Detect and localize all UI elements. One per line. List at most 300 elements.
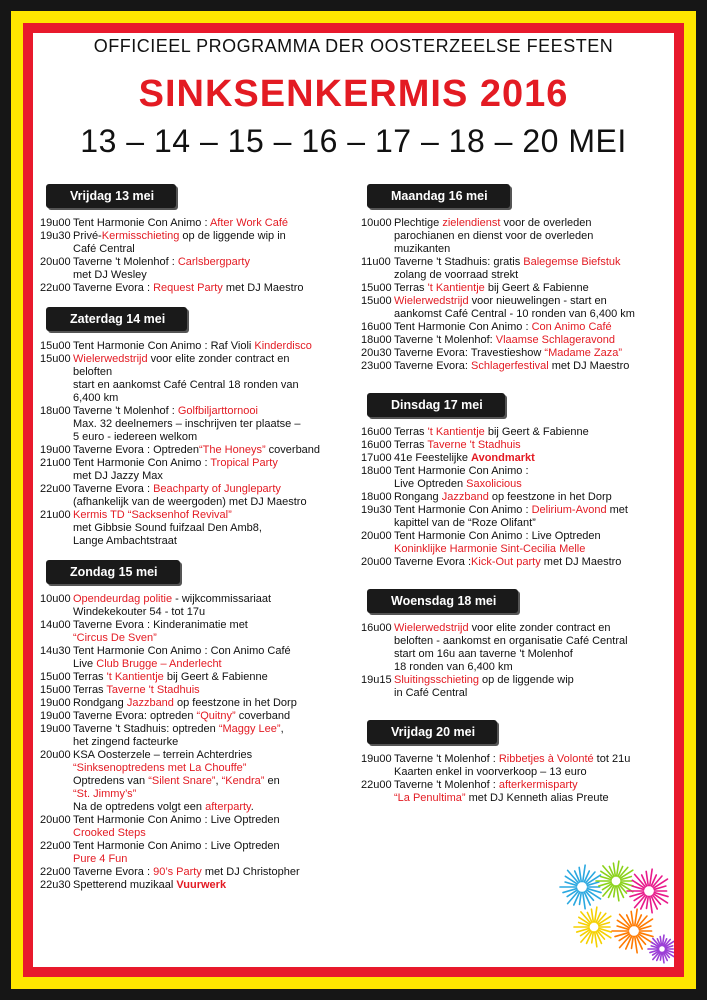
event-time: 22u00 (40, 282, 71, 294)
event-text-part: met DJ Christopher (201, 866, 300, 878)
event-text-part: Taverne 't Stadhuis (427, 439, 521, 451)
event-time: 11u00 (361, 256, 391, 268)
event-description (394, 465, 673, 491)
day-banner: Vrijdag 20 mei (367, 720, 497, 744)
event-description (73, 684, 352, 697)
day-section (40, 184, 352, 295)
event-time: 23u00 (361, 360, 392, 372)
event-text-part: Na de optredens volgt een (73, 801, 206, 813)
event-text-part: Kermis TD “Sacksenhof Revival” (73, 509, 232, 521)
event-text-part: Vlaamse Schlageravond (495, 334, 616, 346)
event-text-part: Taverne 't Molenhof : (394, 779, 499, 791)
event-text-part: Delirium-Avond (531, 504, 607, 516)
event-detail-line: (afhankelijk van de weergoden) met DJ Maestro (73, 496, 307, 508)
event-text-part: Wielerwedstrijd (73, 353, 148, 365)
event-description (73, 814, 352, 840)
event-row (361, 217, 673, 256)
event-text-part: Spetterend muzikaal (73, 879, 177, 891)
event-row (361, 530, 673, 556)
event-text-part: voor elite zonder contract en (468, 622, 611, 634)
event-text-part: Request Party (153, 282, 223, 294)
event-row (361, 321, 673, 334)
event-time: 20u00 (40, 749, 71, 761)
event-description (394, 360, 673, 373)
event-text-part: Avondmarkt (471, 452, 535, 464)
event-description (73, 619, 352, 645)
event-text-part: bij Geert & Fabienne (484, 282, 589, 294)
event-time: 19u00 (40, 697, 71, 709)
event-time: 16u00 (361, 439, 392, 451)
event-text-part: bij Geert & Fabienne (484, 426, 589, 438)
event-text-part: voor de overleden (500, 217, 592, 229)
event-text-part: Tent Harmonie Con Animo : (73, 457, 211, 469)
event-row (40, 405, 352, 444)
event-detail-line: het zingend facteurke (73, 736, 179, 748)
event-row (40, 444, 352, 457)
event-row (361, 674, 673, 700)
event-row (40, 256, 352, 282)
event-text-part: Taverne Evora : (73, 866, 154, 878)
event-description (73, 749, 352, 814)
event-text-part: Taverne 't Molenhof : (73, 256, 178, 268)
event-detail-line (73, 853, 352, 866)
event-time: 19u15 (361, 674, 392, 686)
event-time: 15u00 (40, 340, 71, 352)
event-time: 14u30 (40, 645, 71, 657)
event-text-part: Jazzband (126, 697, 174, 709)
event-text-part: met DJ Maestro (540, 556, 622, 568)
day-section (361, 589, 673, 700)
event-description (73, 282, 352, 295)
event-time: 19u00 (361, 753, 392, 765)
event-row (40, 697, 352, 710)
event-text-part: Taverne 't Stadhuis: gratis (394, 256, 524, 268)
event-row (40, 230, 352, 256)
event-text-part: After Work Café (209, 217, 289, 229)
event-time: 19u30 (361, 504, 392, 516)
event-time: 20u00 (361, 530, 392, 542)
event-row (40, 671, 352, 684)
event-detail-line: 18 ronden van 6,400 km (394, 661, 513, 673)
event-time: 21u00 (40, 457, 71, 469)
event-time: 22u30 (40, 879, 71, 891)
event-text-part: Rongang (394, 491, 442, 503)
event-row (40, 749, 352, 814)
event-time: 19u00 (40, 444, 71, 456)
event-detail-line (394, 792, 673, 805)
event-description (73, 217, 352, 230)
event-row (361, 452, 673, 465)
event-text-part: Taverne Evora : (394, 556, 472, 568)
event-detail-line: aankomst Café Central - 10 ronden van 6,400 km (394, 308, 635, 320)
event-detail-line: Café Central (73, 243, 135, 255)
poster-paper (33, 33, 674, 967)
event-row (40, 840, 352, 866)
event-row (40, 866, 352, 879)
day-section (361, 393, 673, 569)
event-description (73, 457, 352, 483)
event-description (73, 645, 352, 671)
poster-title: SINKSENKERMIS 2016 (138, 73, 569, 115)
event-text-part: Balegemse Biefstuk (523, 256, 621, 268)
event-time: 20u00 (40, 256, 71, 268)
event-text-part: Taverne 't Stadhuis: optreden (73, 723, 219, 735)
event-text-part: Tent Harmonie Con Animo : (394, 465, 529, 477)
event-time: 20u30 (361, 347, 392, 359)
event-text-part: Taverne 't Molenhof: (394, 334, 496, 346)
event-row (361, 360, 673, 373)
day-banner: Maandag 16 mei (367, 184, 510, 208)
event-description (73, 723, 352, 749)
event-time: 18u00 (40, 405, 71, 417)
event-time: 22u00 (361, 779, 392, 791)
event-text-part: Wielerwedstrijd (394, 622, 469, 634)
event-text-part: Live (73, 658, 97, 670)
event-detail-line: zolang de voorraad strekt (394, 269, 519, 281)
event-text-part: Plechtige (394, 217, 443, 229)
event-text-part: op feestzone in het Dorp (173, 697, 297, 709)
event-description (73, 671, 352, 684)
event-text-part: met DJ Maestro (222, 282, 304, 294)
event-text-part: “Kendra” (221, 775, 265, 787)
event-text-part: Taverne Evora: Travestieshow (394, 347, 545, 359)
event-text-part: Tent Harmonie Con Animo : Live Optreden (394, 530, 601, 542)
event-row (361, 256, 673, 282)
event-description (394, 347, 673, 360)
event-text-part: Tent Harmonie Con Animo : (394, 504, 532, 516)
event-description (394, 504, 673, 530)
event-text-part: Terras (394, 426, 428, 438)
event-text-part: Tropical Party (210, 457, 278, 469)
event-detail-line: Max. 32 deelnemers – inschrijven ter plaatse – (73, 418, 301, 430)
event-text-part: Schlagerfestival (471, 360, 549, 372)
event-text-part: afterkermisparty (498, 779, 578, 791)
event-row (40, 723, 352, 749)
event-row (40, 710, 352, 723)
event-time: 22u00 (40, 483, 71, 495)
event-text-part: Optredens van (73, 775, 149, 787)
event-time: 15u00 (40, 353, 71, 365)
event-text-part: met DJ Kenneth alias Preute (465, 792, 609, 804)
day-banner: Zondag 15 mei (46, 560, 180, 584)
event-description (73, 840, 352, 866)
event-description (73, 697, 352, 710)
event-row (40, 340, 352, 353)
event-detail-line (73, 762, 352, 775)
event-text-part: Taverne Evora: optreden (73, 710, 197, 722)
event-text-part: “Quitny” (196, 710, 236, 722)
event-detail-line (394, 543, 673, 556)
event-text-part: Saxolicious (466, 478, 522, 490)
event-time: 20u00 (40, 814, 71, 826)
event-text-part: Tent Harmonie Con Animo : Raf Violi (73, 340, 255, 352)
event-text-part: coverband (235, 710, 291, 722)
event-detail-line: start om 16u aan taverne 't Molenhof (394, 648, 573, 660)
event-text-part: Tent Harmonie Con Animo : (394, 321, 532, 333)
event-detail-line: Windekekouter 54 - tot 17u (73, 606, 206, 618)
event-description (73, 509, 352, 548)
event-description (394, 295, 673, 321)
day-section (40, 560, 352, 892)
event-description (394, 426, 673, 439)
event-time: 19u00 (40, 217, 71, 229)
event-description (394, 491, 673, 504)
event-text-part: op feestzone in het Dorp (488, 491, 612, 503)
event-text-part: Kick-Out party (471, 556, 541, 568)
event-text-part: Sluitingsschieting (394, 674, 479, 686)
event-text-part: “Madame Zaza” (544, 347, 623, 359)
day-section (361, 184, 673, 373)
event-text-part: bij Geert & Fabienne (163, 671, 268, 683)
event-time: 18u00 (361, 334, 392, 346)
event-row (361, 556, 673, 569)
event-detail-line: parochianen en dienst voor de overleden (394, 230, 594, 242)
event-text-part: Beachparty of Jungleparty (153, 483, 281, 495)
event-text-part: Taverne 't Stadhuis (106, 684, 200, 696)
event-text-part: Live Optreden (394, 478, 467, 490)
event-row (361, 295, 673, 321)
event-text-part: voor elite zonder contract en (147, 353, 290, 365)
event-text-part: Club Brugge – Anderlecht (96, 658, 222, 670)
event-description (73, 256, 352, 282)
event-text-part: 41e Feestelijke (394, 452, 472, 464)
event-text-part: “Sinksenoptredens met La Chouffe” (73, 762, 247, 774)
event-text-part: “The Honeys” (198, 444, 266, 456)
event-text-part: Jazzband (441, 491, 489, 503)
event-text-part: , (280, 723, 284, 735)
event-text-part: Terras (394, 439, 428, 451)
event-time: 15u00 (40, 684, 71, 696)
event-row (361, 347, 673, 360)
event-description (394, 282, 673, 295)
event-row (40, 509, 352, 548)
event-detail-line: Lange Ambachtstraat (73, 535, 177, 547)
event-row (40, 645, 352, 671)
event-text-part: voor nieuwelingen - start en (468, 295, 607, 307)
event-description (73, 405, 352, 444)
event-time: 16u00 (361, 622, 392, 634)
event-description (73, 879, 352, 892)
event-row (361, 465, 673, 491)
event-row (361, 491, 673, 504)
event-description (394, 779, 673, 805)
event-detail-line (73, 788, 352, 801)
event-description (394, 256, 673, 282)
event-text-part: 't Kantientje (106, 671, 164, 683)
event-row (40, 814, 352, 840)
event-time: 19u00 (40, 710, 71, 722)
event-text-part: Opendeurdag politie (73, 593, 173, 605)
event-text-part: Vuurwerk (176, 879, 227, 891)
event-detail-line: met Gibbsie Sound fuifzaal Den Amb8, (73, 522, 262, 534)
event-text-part: Tent Harmonie Con Animo : Live Optreden (73, 840, 280, 852)
event-detail-line: beloften (73, 366, 113, 378)
event-detail-line (73, 775, 352, 788)
event-detail-line: start en aankomst Café Central 18 ronden van (73, 379, 299, 391)
day-banner: Woensdag 18 mei (367, 589, 518, 613)
event-text-part: 't Kantientje (427, 282, 485, 294)
day-banner: Dinsdag 17 mei (367, 393, 505, 417)
event-text-part: met (606, 504, 628, 516)
event-row (40, 879, 352, 892)
event-text-part: “Circus De Sven” (73, 632, 157, 644)
event-detail-line (394, 478, 673, 491)
event-detail-line: 5 euro - iedereen welkom (73, 431, 198, 443)
event-row (40, 457, 352, 483)
event-time: 15u00 (40, 671, 71, 683)
event-time: 10u00 (40, 593, 71, 605)
event-text-part: Golfbiljarttornooi (177, 405, 258, 417)
event-detail-line (73, 801, 352, 814)
event-text-part: Rondgang (73, 697, 127, 709)
event-text-part: Terras (394, 282, 428, 294)
event-row (40, 353, 352, 405)
event-text-part: Kinderdisco (254, 340, 312, 352)
event-text-part: Crooked Steps (73, 827, 146, 839)
event-text-part: “Silent Snare” (148, 775, 216, 787)
event-detail-line: muzikanten (394, 243, 451, 255)
day-banner: Zaterdag 14 mei (46, 307, 187, 331)
event-detail-line (73, 632, 352, 645)
fireworks-icon (554, 857, 674, 967)
right-column (361, 184, 673, 825)
event-text-part: . (250, 801, 254, 813)
event-description (394, 530, 673, 556)
event-row (40, 684, 352, 697)
event-row (361, 439, 673, 452)
event-row (361, 504, 673, 530)
poster-subtitle: OFFICIEEL PROGRAMMA DER OOSTERZEELSE FEESTEN (93, 36, 614, 56)
event-text-part: Pure 4 Fun (73, 853, 128, 865)
left-column (40, 184, 352, 904)
event-row (361, 426, 673, 439)
event-description (73, 483, 352, 509)
event-text-part: Taverne 't Molenhof : (394, 753, 499, 765)
event-description (394, 334, 673, 347)
event-time: 15u00 (361, 295, 392, 307)
event-description (394, 622, 673, 674)
event-text-part: Taverne Evora: (394, 360, 472, 372)
event-text-part: Terras (73, 671, 107, 683)
event-text-part: coverband (265, 444, 321, 456)
event-description (394, 753, 673, 779)
event-time: 19u00 (40, 723, 71, 735)
event-description (394, 674, 673, 700)
event-text-part: “St. Jimmy’s” (73, 788, 137, 800)
event-text-part: Con Animo Café (531, 321, 612, 333)
event-text-part: tot 21u (593, 753, 631, 765)
event-text-part: en (264, 775, 280, 787)
event-time: 15u00 (361, 282, 392, 294)
event-text-part: met DJ Maestro (548, 360, 630, 372)
event-row (361, 334, 673, 347)
event-text-part: Taverne Evora : (73, 483, 154, 495)
day-section (361, 720, 673, 805)
event-text-part: , (215, 775, 222, 787)
event-text-part: Kermisschieting (101, 230, 180, 242)
event-detail-line (73, 827, 352, 840)
day-banner: Vrijdag 13 mei (46, 184, 176, 208)
event-text-part: zielendienst (442, 217, 501, 229)
event-row (361, 753, 673, 779)
event-description (394, 321, 673, 334)
event-text-part: op de liggende wip (479, 674, 574, 686)
event-row (361, 282, 673, 295)
event-text-part: “Maggy Lee” (218, 723, 281, 735)
event-row (361, 779, 673, 805)
event-time: 20u00 (361, 556, 392, 568)
event-text-part: Privé- (73, 230, 102, 242)
event-text-part: Taverne Evora : Kinderanimatie met (73, 619, 248, 631)
event-text-part: Terras (73, 684, 107, 696)
event-text-part: KSA Oosterzele – terrein Achterdries (73, 749, 253, 761)
event-row (40, 483, 352, 509)
event-text-part: Carlsbergparty (177, 256, 250, 268)
event-description (394, 452, 673, 465)
event-description (73, 444, 352, 457)
event-time: 22u00 (40, 866, 71, 878)
event-description (73, 593, 352, 619)
event-row (40, 593, 352, 619)
event-detail-line: 6,400 km (73, 392, 119, 404)
event-text-part: Ribbetjes à Volonté (498, 753, 594, 765)
event-time: 18u00 (361, 465, 392, 477)
poster-dates: 13 – 14 – 15 – 16 – 17 – 18 – 20 MEI (80, 123, 627, 159)
event-detail-line: Kaarten enkel in voorverkoop – 13 euro (394, 766, 587, 778)
event-time: 16u00 (361, 426, 392, 438)
event-time: 21u00 (40, 509, 71, 521)
event-description (73, 710, 352, 723)
event-time: 14u00 (40, 619, 71, 631)
event-text-part: 't Kantientje (427, 426, 485, 438)
event-row (40, 619, 352, 645)
event-text-part: Wielerwedstrijd (394, 295, 469, 307)
event-detail-line: met DJ Jazzy Max (73, 470, 163, 482)
event-time: 18u00 (361, 491, 392, 503)
event-text-part: Taverne Evora : Optreden (73, 444, 199, 456)
event-text-part: - wijkcommissariaat (172, 593, 272, 605)
event-row (40, 217, 352, 230)
event-text-part: Tent Harmonie Con Animo : Live Optreden (73, 814, 280, 826)
event-description (394, 439, 673, 452)
event-text-part: Tent Harmonie Con Animo : Con Animo Café (73, 645, 291, 657)
event-detail-line: kapittel van de “Roze Olifant” (394, 517, 536, 529)
event-detail-line: beloften - aankomst en organisatie Café Central (394, 635, 628, 647)
event-description (73, 230, 352, 256)
event-row (361, 622, 673, 674)
event-description (73, 340, 352, 353)
event-time: 10u00 (361, 217, 392, 229)
event-text-part: Tent Harmonie Con Animo : (73, 217, 210, 229)
event-time: 19u30 (40, 230, 71, 242)
event-text-part: Taverne 't Molenhof : (73, 405, 178, 417)
event-time: 22u00 (40, 840, 71, 852)
event-text-part: 90’s Party (153, 866, 202, 878)
event-text-part: “La Penultima” (394, 792, 466, 804)
event-text-part: Koninklijke Harmonie Sint-Cecilia Melle (394, 543, 586, 555)
event-text-part: Taverne Evora : (73, 282, 154, 294)
event-text-part: op de liggende wip in (179, 230, 286, 242)
event-description (73, 353, 352, 405)
event-detail-line: in Café Central (394, 687, 468, 699)
event-detail-line (73, 658, 352, 671)
event-description (73, 866, 352, 879)
event-detail-line: met DJ Wesley (73, 269, 147, 281)
event-time: 16u00 (361, 321, 392, 333)
event-time: 17u00 (361, 452, 392, 464)
event-description (394, 217, 673, 256)
day-section (40, 307, 352, 548)
